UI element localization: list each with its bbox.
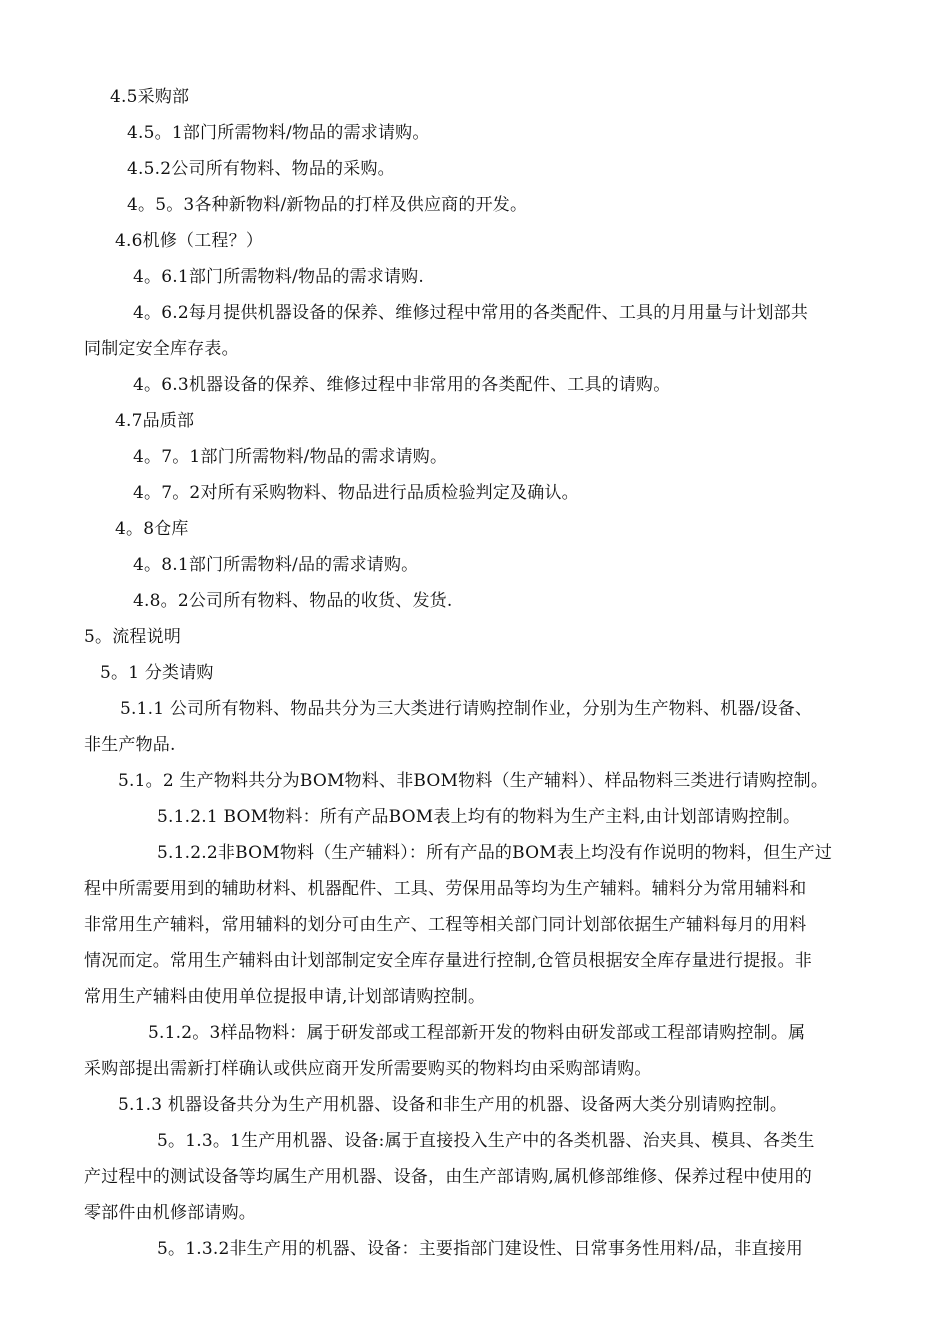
section-heading-4-5: 4.5采购部 — [110, 87, 190, 107]
item-4-6-1: 4。6.1部门所需物料/物品的需求请购. — [133, 267, 424, 287]
item-5-1-2-2-cont-2: 非常用生产辅料，常用辅料的划分可由生产、工程等相关部门同计划部依据生产辅料每月的用料 — [84, 915, 807, 935]
item-5-1-2-2-cont-1: 程中所需要用到的辅助材料、机器配件、工具、劳保用品等均为生产辅料。辅料分为常用辅料和 — [84, 879, 807, 899]
item-5-1-3-2: 5。1.3.2非生产用的机器、设备：主要指部门建设性、日常事务性用料/品，非直接用 — [157, 1239, 803, 1259]
section-heading-5: 5。流程说明 — [84, 627, 182, 647]
item-5-1-3-1-cont-1: 产过程中的测试设备等均属生产用机器、设备，由生产部请购,属机修部维修、保养过程中使用的 — [84, 1167, 813, 1187]
item-4-8-1: 4。8.1部门所需物料/品的需求请购。 — [133, 555, 419, 575]
item-4-5-1: 4.5。1部门所需物料/物品的需求请购。 — [127, 123, 430, 143]
section-heading-5-1: 5。1 分类请购 — [100, 663, 214, 683]
item-4-7-2: 4。7。2对所有采购物料、物品进行品质检验判定及确认。 — [133, 483, 579, 503]
item-4-6-3: 4。6.3机器设备的保养、维修过程中非常用的各类配件、工具的请购。 — [133, 375, 671, 395]
item-5-1-2-3: 5.1.2。3样品物料：属于研发部或工程部新开发的物料由研发部或工程部请购控制。属 — [148, 1023, 806, 1043]
item-5-1-2-2-cont-4: 常用生产辅料由使用单位提报申请,计划部请购控制。 — [84, 987, 486, 1007]
section-heading-4-6: 4.6机修（工程？） — [115, 231, 264, 251]
item-4-6-2-cont: 同制定安全库存表。 — [84, 339, 239, 359]
item-5-1-2-1: 5.1.2.1 BOM物料：所有产品BOM表上均有的物料为生产主料,由计划部请购控制。 — [157, 807, 801, 827]
item-5-1-1-cont: 非生产物品. — [84, 735, 176, 755]
item-5-1-2-2-cont-3: 情况而定。常用生产辅料由计划部制定安全库存量进行控制,仓管员根据安全库存量进行提报。非 — [84, 951, 813, 971]
item-4-6-2: 4。6.2每月提供机器设备的保养、维修过程中常用的各类配件、工具的月用量与计划部共 — [133, 303, 809, 323]
section-heading-4-7: 4.7品质部 — [115, 411, 195, 431]
item-5-1-3: 5.1.3 机器设备共分为生产用机器、设备和非生产用的机器、设备两大类分别请购控制。 — [118, 1095, 788, 1115]
section-heading-4-8: 4。8仓库 — [115, 519, 189, 539]
item-5-1-2: 5.1。2 生产物料共分为BOM物料、非BOM物料（生产辅料）、样品物料三类进行请购控制。 — [118, 771, 829, 791]
item-5-1-3-1-cont-2: 零部件由机修部请购。 — [84, 1203, 256, 1223]
item-4-7-1: 4。7。1部门所需物料/物品的需求请购。 — [133, 447, 448, 467]
item-4-5-3: 4。5。3各种新物料/新物品的打样及供应商的开发。 — [127, 195, 528, 215]
item-5-1-2-3-cont: 采购部提出需新打样确认或供应商开发所需要购买的物料均由采购部请购。 — [84, 1059, 652, 1079]
item-5-1-2-2: 5.1.2.2非BOM物料（生产辅料）：所有产品的BOM表上均没有作说明的物料，但生产过 — [157, 843, 833, 863]
item-4-8-2: 4.8。2公司所有物料、物品的收货、发货. — [133, 591, 453, 611]
item-4-5-2: 4.5.2公司所有物料、物品的采购。 — [127, 159, 395, 179]
item-5-1-3-1: 5。1.3。1生产用机器、设备:属于直接投入生产中的各类机器、治夹具、模具、各类生 — [157, 1131, 815, 1151]
item-5-1-1: 5.1.1 公司所有物料、物品共分为三大类进行请购控制作业，分别为生产物料、机器/设备、 — [120, 699, 813, 719]
